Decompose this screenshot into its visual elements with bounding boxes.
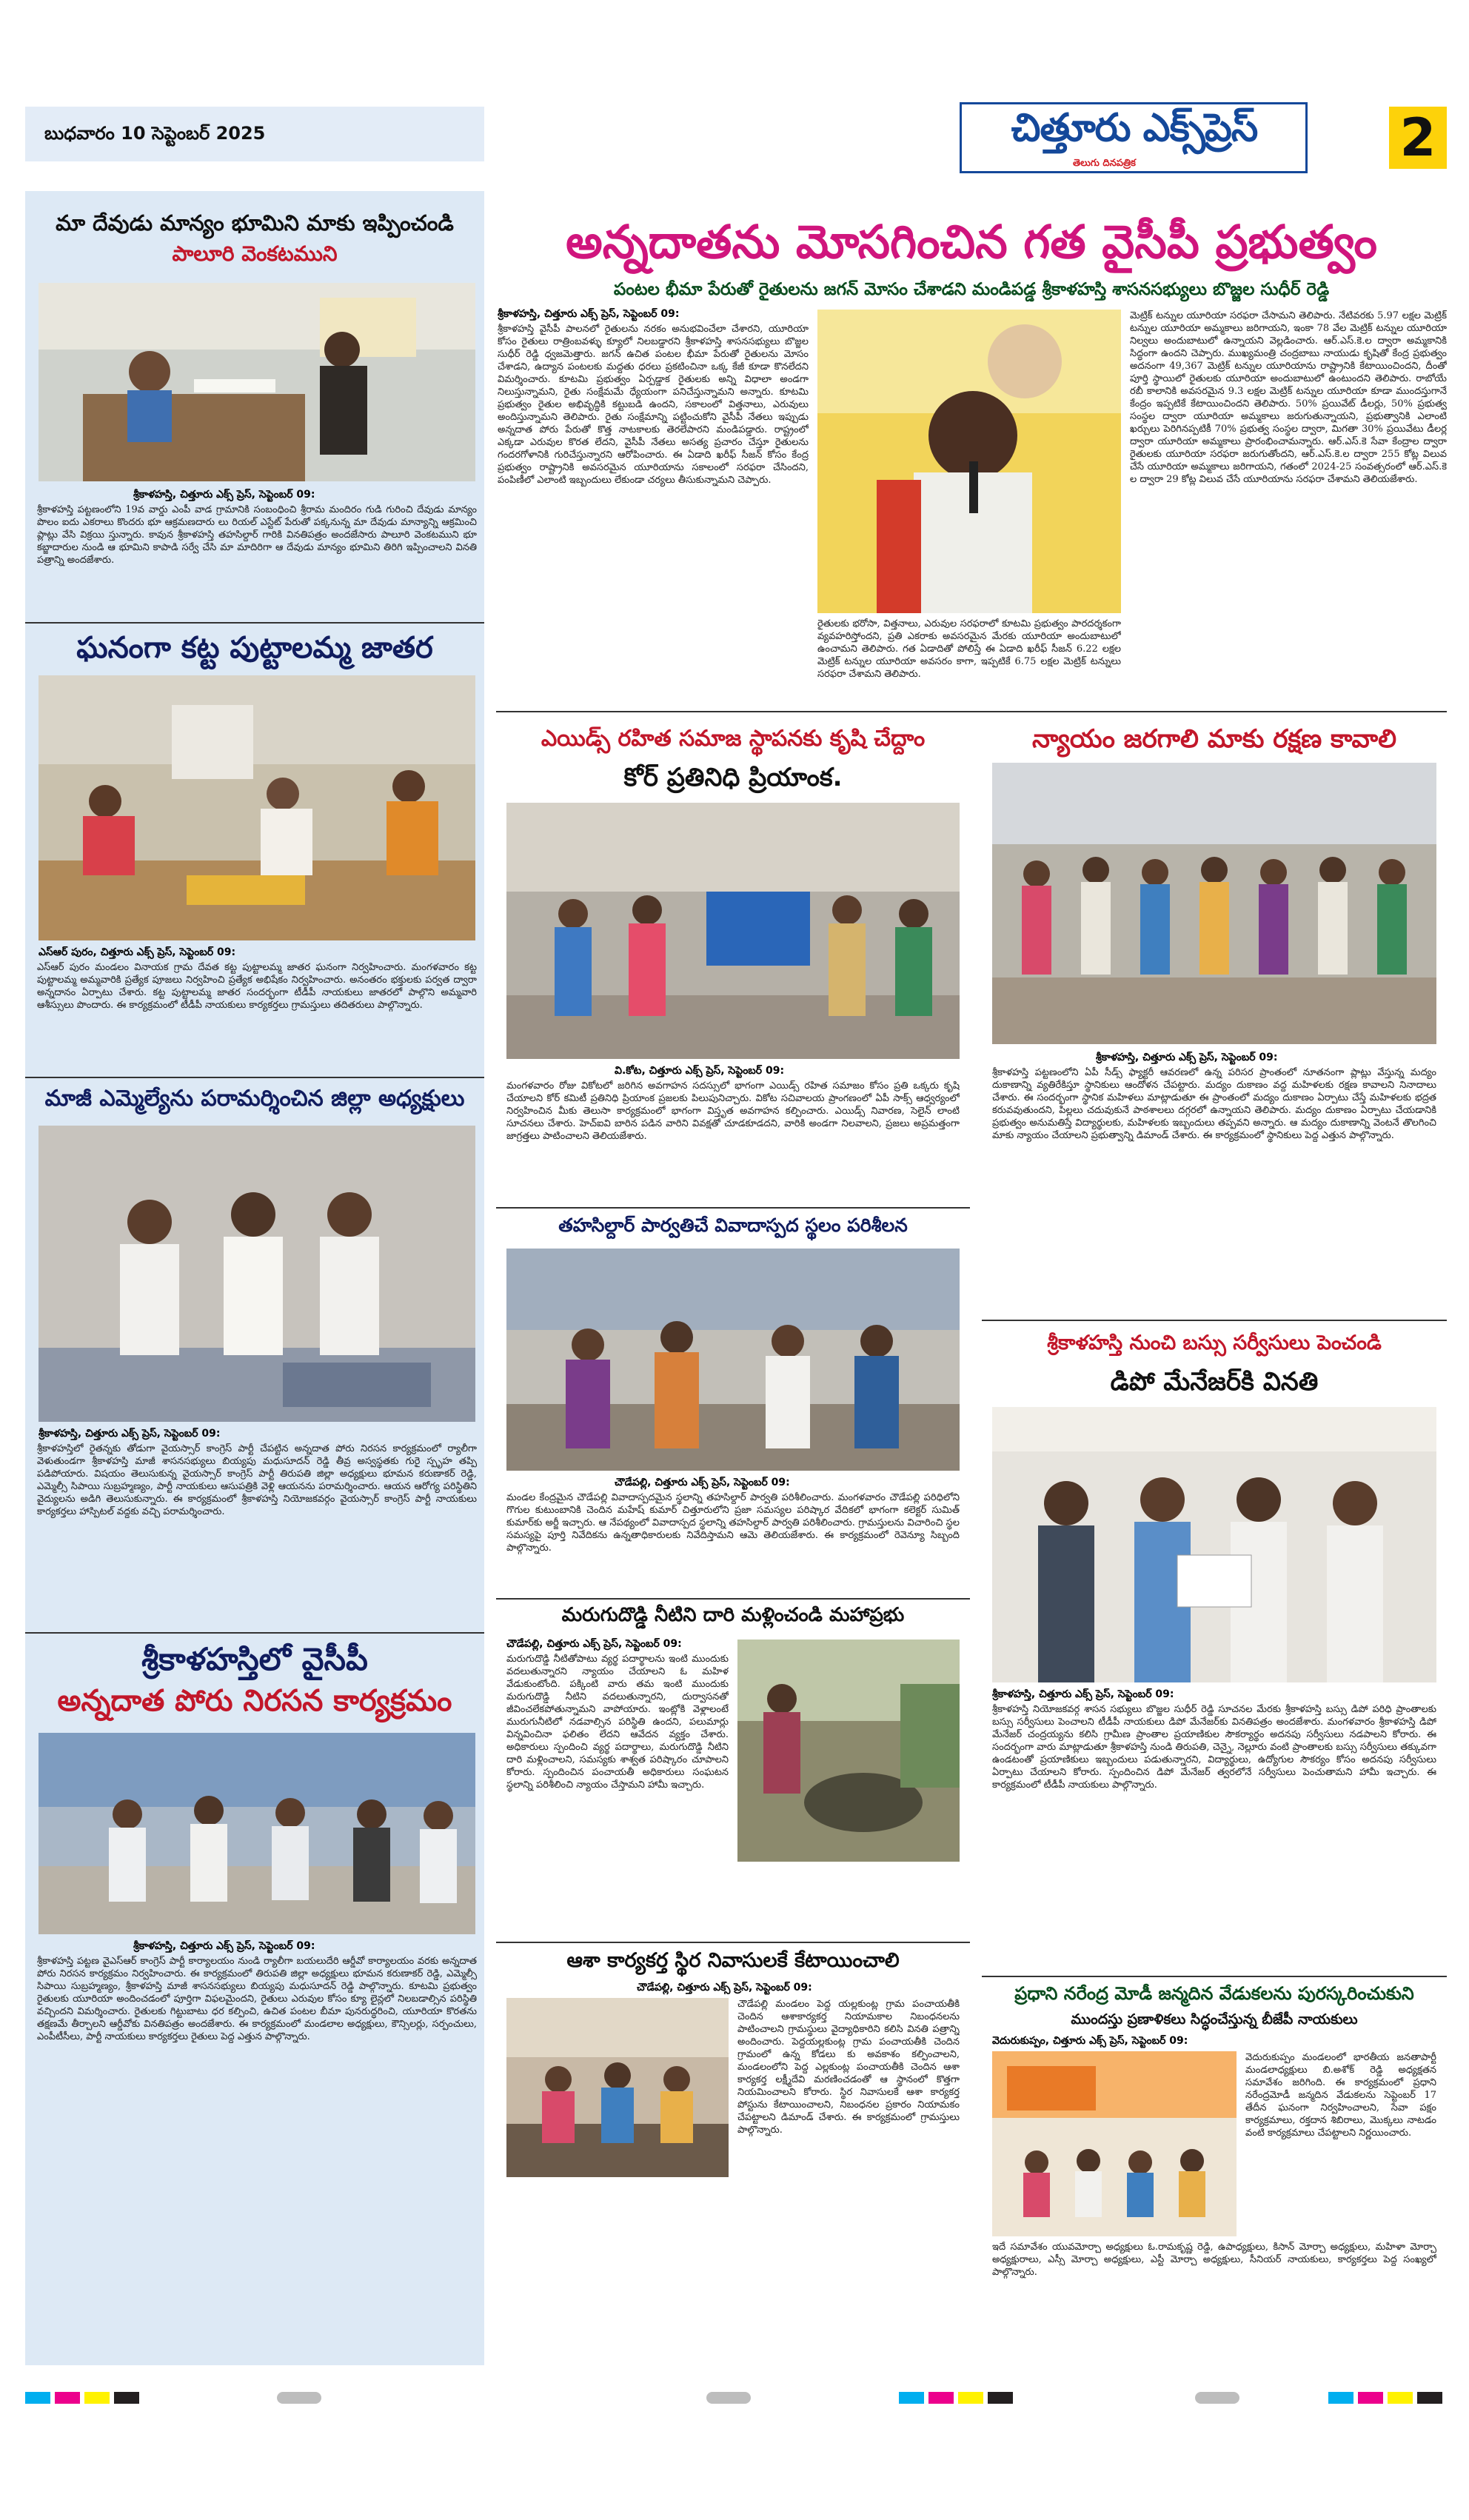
nyayam-dateline: శ్రీకాళహస్తి, చిత్తూరు ఎక్స్ ప్రెస్, సెప్టెంబర్ 09:: [1096, 1052, 1278, 1063]
s3-headline: మాజీ ఎమ్మెల్యేను పరామర్శించిన జిల్లా అధ్యక్షులు: [44, 1086, 465, 1112]
lead-dateline: శ్రీకాళహస్తి, చిత్తూరు ఎక్స్ ప్రెస్, సెప్టెంబర్ 09:: [498, 308, 680, 320]
lead-body-3: మెట్రిక్ టన్నుల యూరియా సరఫరా చేసామని తెలిపారు. నేటివరకు 5.97 లక్షల మెట్రిక్ టన్నుల యూరియా అమ్మకాలు జరిగాయని, ఇంకా 78 వేల మెట్రిక్ టన్నుల యూరియా నిల్వలు అందుబాటులో ఉన్నాయని వెల్లడించారు. ఆర్.ఎస్.కె.ల ద్వారా అమ్మకానికి సిద్ధంగా ఉందని చెప్పారు. ముఖ్యమంత్రి చంద్రబాబు నాయుడు కృషితో కేంద్ర ప్రభుత్వం అదనంగా 49,367 మెట్రిక్ టన్నుల యూరియాను రాష్ట్రానికి కేటాయించిందని, దీంతో పూర్తి స్థాయిలో రైతులకు యూరియా అందుబాటులో ఉంటుందని తెలిపారు. రాబోయే రబీ కాలానికి అవసరమైన 9.3 లక్షల మెట్రిక్ టన్నుల యూరియా కూడా ముందస్తుగానే కేంద్రం ఇప్పటికే కేటాయించిందని తెలిపారు. 50% ప్రయివేట్ డీలర్లు, 50% ప్రభుత్వ సంస్థల ద్వారా యూరియా అమ్మకాలు జరుగుతున్నాయని, ప్రభుత్వానికి ఎలాంటి ఖర్చులు పెరిగినప్పటికీ 70% ప్రభుత్వ సంస్థల ద్వారా, మిగతా 30% ప్రయివేటు డీలర్ల ద్వారా యూరియా అమ్మకాలు ప్రారంభించామన్నారు. ఆర్.ఎస్.కె సేవా కేంద్రాల ద్వారా రైతులకు యూరియా సరఫరా జరుగుతోందని, ఆర్.ఎస్.కె.ల ద్వారా 255 కోట్ల విలువ చేసే యూరియా అమ్మకాలు జరిగాయని, గతంలో 2024-25 సంవత్సరంలో ఆర్.ఎస్.కె ల ద్వారా 29 కోట్ల విలువ చేసే యూరియాను సరఫరా చేశామని తెలియజేశారు.: [1130, 310, 1447, 485]
tahsildar-body: మండల కేంద్రమైన చౌడేపల్లి వివాదాస్పదమైన స్థలాన్ని తహసిల్దార్ పార్వతి పరిశీలించారు. మంగళవారం చౌడేపల్లి పరిధిలోని గొగుల కుటుంబానికి చెందిన మహేష్ కుమార్ చిత్తూరులోని ప్రజా సమస్యల పరిష్కార వేదికలో భాగంగా కలెక్టర్ సుమిత్ కుమార్‌కు అర్జీ ఇచ్చారు. ఆ నేపథ్యంలో వివాదాస్పద స్థలాన్ని తహసిల్దార్ పార్వతి పరిశీలించారు. గ్రామస్తులను విచారించి స్థల సమస్యపై పూర్తి నివేదికను ఉన్నతాధికారులకు నివేదిస్తామని ఆమె తెలియజేశారు. ఈ కార్యక్రమంలో రెవెన్యూ సిబ్బంది పాల్గొన్నారు.: [506, 1492, 960, 1554]
divider: [496, 1942, 970, 1943]
tahsildar-photo: [506, 1249, 960, 1471]
color-swatch-magenta: [55, 2392, 80, 2404]
s1-dateline: శ్రీకాళహస్తి, చిత్తూరు ఎక్స్ ప్రెస్, సెప్టెంబర్ 09:: [133, 489, 315, 501]
s3-photo: [39, 1126, 475, 1422]
color-swatch-black: [1417, 2392, 1442, 2404]
aids-body: మంగళవారం రోజు వికోటలో జరిగిన అవగాహన సదస్సులో భాగంగా ఎయిడ్స్ రహిత సమాజం కోసం ప్రతి ఒక్కరు కృషి చేయాలని కోర్ కమిటీ ప్రతినిధి ప్రియాంక ప్రజలకు పిలుపునిచ్చారు. వికోట సచివాలయ ప్రాంగణంలో ఏపీ సాక్స్ ఆధ్వర్యంలో నిర్వహించిన మీకు తెలుసా కార్యక్రమంలో భాగంగా విస్తృత అవగాహన కల్పించారు. ఎయిడ్స్ నివారణ, సెలైన్ లాంటి సూచనలు చేశారు. హెచ్ఐవి బారిన పడిన వారిని వివక్షతో చూడకూడదని, వారికి అండగా నిలవాలని, ప్రజలు అప్రమత్తంగా జాగ్రత్తలు పాటించాలని తెలియజేశారు.: [506, 1080, 960, 1142]
color-swatch-cyan: [1328, 2392, 1353, 2404]
nyayam-photo: [992, 763, 1436, 1044]
temple-headline: మరుగుదొడ్డి నీటిని దారి మళ్లించండి మహాప్రభు: [561, 1604, 905, 1626]
bus-body: శ్రీకాళహస్తి నియోజకవర్గ శాసన సభ్యులు బొజ్జల సుధీర్ రెడ్డి సూచనల మేరకు శ్రీకాళహస్తి బస్సు డిపో పరిధి ప్రాంతాలకు బస్సు సర్వీసులు పెంచాలని టీడీపీ నాయకులు డిపో మేనేజర్‌కు వినతిపత్రం అందజేశారు. మంగళవారం శ్రీకాళహస్తి డిపో మేనేజర్ చంద్రయ్యను కలిసి గ్రామీణ ప్రాంతాల ప్రయాణికుల సౌకర్యార్థం అదనపు సర్వీసులు నడపాలని కోరారు. ఈ సందర్భంగా వారు మాట్లాడుతూ శ్రీకాళహస్తి నుండి తిరుపతి, చెన్నై, నెల్లూరు వంటి ప్రాంతాలకు బస్సు సర్వీసులు తక్కువగా ఉండటంతో ప్రయాణికులు ఇబ్బందులు పడుతున్నారని, విద్యార్థులు, ఉద్యోగుల సౌకర్యం కోసం అదనపు సర్వీసులు ఏర్పాటు చేయాలని కోరారు. స్పందించిన డిపో మేనేజర్ త్వరలోనే సర్వీసులు పెంచుతామని హామీ ఇచ్చారు. ఈ కార్యక్రమంలో టీడీపీ నాయకులు పాల్గొన్నారు.: [992, 1704, 1436, 1791]
s3-body: శ్రీకాళహస్తిలో రైతన్నకు తోడుగా వైయస్సార్ కాంగ్రెస్ పార్టీ చేపట్టిన అన్నదాత పోరు నిరసన కార్యక్రమంలో ర్యాలీగా వెళుతుండగా శ్రీకాళహస్తి మాజీ శాసనసభ్యులు బియ్యపు మధుసూదన్ రెడ్డి తీవ్ర అస్వస్థతకు గురై స్పృహ తప్పి పడిపోయారు. విషయం తెలుసుకున్న వైయస్సార్ కాంగ్రెస్ పార్టీ తిరుపతి జిల్లా అధ్యక్షులు భూమన కరుణాకర్ రెడ్డి, ఎమ్మెల్సీ సిపాయి సుబ్రహ్మణ్యం, పార్టీ నాయకులు ఆసుపత్రికి వెళ్లి ఆయనను పరామర్శించారు. ఆయన ఆరోగ్య పరిస్థితిని వైద్యులను అడిగి తెలుసుకున్నారు. ఈ కార్యక్రమంలో శ్రీకాళహస్తి నియోజకవర్గం వైయస్సార్ కాంగ్రెస్ పార్టీ నాయకులు కార్యకర్తలు హాస్పిటల్ వద్దకు వచ్చి పరామర్శించారు.: [37, 1443, 477, 1517]
gray-mark: [277, 2392, 321, 2404]
tahsildar-dateline: చౌడేపల్లి, చిత్తూరు ఎక్స్ ప్రెస్, సెప్టెంబర్ 09:: [615, 1477, 790, 1488]
color-swatch-black: [988, 2392, 1013, 2404]
lead-body-1: శ్రీకాళహస్తి వైసీపీ పాలనలో రైతులను నరకం అనుభవించేలా చేశారని, యూరియా కోసం రైతులు రాత్రింబవళ్ళు క్యూలో నిలబడ్డారని శ్రీకాళహస్తి శాసనసభ్యులు బొజ్జల సుధీర్ రెడ్డి ధ్వజమెత్తారు. జగన్ ఉచిత పంటల భీమా పేరుతో రైతులను మోసం చేశాడని, ఉద్యాన పంటలకు మద్దతు ధరలు ప్రకటించినా ఒక్క కేజీ కూడా కొనలేదని విమర్శించారు. కూటమి ప్రభుత్వం ఏర్పడ్డాక రైతులకు అన్ని విధాలా అండగా నిలుస్తున్నామని, రైతు సంక్షేమమే ధ్యేయంగా పనిచేస్తున్నామని అన్నారు. కూటమి ప్రభుత్వం రైతుల అభివృద్ధికి కట్టుబడి ఉందని, సకాలంలో విత్తనాలు, ఎరువులు అందిస్తున్నామని తెలిపారు. రైతు సంక్షేమాన్ని పట్టించుకోని వైసీపీ నేతలు ఇప్పుడు అన్నదాత పోరు పేరుతో కొత్త నాటకాలకు తెరలేపారని మండిపడ్డారు. రాష్ట్రంలో ఎక్కడా ఎరువుల కొరత లేదని, వైసీపీ నేతలు అసత్య ప్రచారం చేస్తూ రైతులను గందరగోళానికి గురిచేస్తున్నారని ఆరోపించారు. ఈ ఏడాది ఖరీఫ్ సీజన్ కోసం కేంద్ర ప్రభుత్వం రాష్ట్రానికి అవసరమైన యూరియాను సకాలంలో సరఫరా చేసిందని, పంపిణీలో ఎలాంటి ఇబ్బందులు లేకుండా చర్యలు తీసుకున్నామని చెప్పారు.: [498, 324, 809, 486]
bus-dateline: శ్రీకాళహస్తి, చిత్తూరు ఎక్స్ ప్రెస్, సెప్టెంబర్ 09:: [992, 1688, 1174, 1700]
nyayam-headline: న్యాయం జరగాలి మాకు రక్షణ కావాలి: [1031, 724, 1397, 754]
color-swatch-yellow: [84, 2392, 110, 2404]
s1-photo: [39, 283, 475, 481]
s4-headline-2: అన్నదాత పోరు నిరసన కార్యక్రమం: [57, 1684, 452, 1718]
asha-photo: [506, 1998, 729, 2177]
color-swatch-cyan: [25, 2392, 50, 2404]
asha-body: చౌడేపల్లి మండలం పెద్ద యల్లకుంట్ల గ్రామ పంచాయతీకి చెందిన ఆశాకార్యకర్త నియామకాల నిబంధనలను పాటించాలని గ్రామస్థులు వైద్యాధికారిని కలిసి వినతి పత్రాన్ని అందించారు. పెద్దయల్లకుంట్ల గ్రామ పంచాయతీకి చెందిన గ్రామంలో ఉన్న కోడలు కు అవకాశం కల్పించాలని, మండలంలోని పెద్ద ఎల్లకుంట్ల పంచాయతీకి చెందిన ఆశా కార్యకర్త లక్ష్మీదేవి మరణించడంతో ఆ స్థానంలో కొత్తగా నియమించాలని కోరారు. స్థిర నివాసులకే ఆశా కార్యకర్త పోస్టును కేటాయించాలని, నిబంధనల ప్రకారం నియామకం చేపట్టాలని డిమాండ్ చేశారు. ఈ కార్యక్రమంలో గ్రామస్తులు పాల్గొన్నారు.: [737, 1999, 960, 2136]
nyayam-body: శ్రీకాళహస్తి పట్టణంలోని ఏపీ సీడ్స్ ఫ్యాక్టరీ ఆవరణలో ఉన్న పరిసర ప్రాంతంలో నూతనంగా ప్లాట్లు వేస్తున్న మద్యం దుకాణాన్ని వ్యతిరేకిస్తూ స్థానికులు ఆందోళన చేపట్టారు. మద్యం దుకాణం వద్ద మహిళలకు రక్షణ కావాలని నినాదాలు చేశారు. ఈ సందర్భంగా స్థానిక మహిళలు మాట్లాడుతూ ఈ ప్రాంతంలో మద్యం దుకాణం ఏర్పాటు చేస్తే మహిళలకు భద్రత కరువవుతుందని, పిల్లలు చదువుకునే పాఠశాలలు దగ్గరలో ఉన్నాయని తెలిపారు. మద్యం దుకాణం ఏర్పాటు చేయడానికి ప్రభుత్వం అనుమతిస్తే విద్యార్థులకు, మహిళలకు ఇబ్బందులు తప్పవని అన్నారు. ఆ మద్యం దుకాణాన్ని వెంటనే తొలగించి మాకు న్యాయం చేయాలని ప్రభుత్వాన్ని డిమాండ్ చేశారు. ఈ కార్యక్రమంలో స్థానికులు పెద్ద ఎత్తున పాల్గొన్నారు.: [992, 1067, 1436, 1141]
temple-body-top: మరుగుదొడ్డి నీటితోపాటు వ్యర్థ పదార్థాలను ఇంటి ముందుకు వదలుతున్నారని న్యాయం చేయాలని ఓ మహిళ వేడుకుంటోంది. పక్కింటి వారు తమ ఇంటి ముందుకు మరుగుదొడ్డి నీటిని వదలుతున్నారని, దుర్వాసనతో జీవించలేకపోతున్నామని వాపోయారు. ఇంట్లోకి వెళ్లాలంటే మురుగునీటిలో నడవాల్సిన పరిస్థితి ఉందని, పలుమార్లు విన్నవించినా ఫలితం లేదని ఆవేదన వ్యక్తం చేశారు. అధికారులు స్పందించి వ్యర్థ పదార్థాలు, మరుగుదొడ్డి నీటిని దారి మళ్లించాలని, సమస్యకు శాశ్వత పరిష్కారం చూపాలని కోరారు. స్పందించిన పంచాయతీ అధికారులు సంఘటన స్థలాన్ని పరిశీలించి న్యాయం చేస్తామని హామీ ఇచ్చారు.: [506, 1654, 729, 1791]
s2-body: ఎస్ఆర్ పురం మండలం వినాయక గ్రామ దేవత కట్ట పుట్టాలమ్మ జాతర ఘనంగా నిర్వహించారు. మంగళవారం కట్ట పుట్టాలమ్మ అమ్మవారికి ప్రత్యేక పూజలు నిర్వహించి ప్రత్యేక అభిషేకం నిర్వహించారు. అనంతరం భక్తులకు పర్వత ద్వారా అన్నదానం ఏర్పాటు చేశారు. కట్ట పుట్టాలమ్మ జాతర సందర్భంగా టీడీపీ నాయకులు జాతరలో పాల్గొని అమ్మవారి ఆశీస్సులు పొందారు. ఈ కార్యక్రమంలో టీడీపీ నాయకులు కార్యకర్తలు గ్రామస్తులు తదితరులు పాల్గొన్నారు.: [37, 962, 477, 1011]
lead-photo: [817, 310, 1121, 613]
bus-photo: [992, 1407, 1436, 1682]
temple-dateline: చౌడేపల్లి, చిత్తూరు ఎక్స్ ప్రెస్, సెప్టెంబర్ 09:: [506, 1638, 682, 1650]
asha-dateline: చౌడేపల్లి, చిత్తూరు ఎక్స్ ప్రెస్, సెప్టెంబర్ 09:: [637, 1982, 812, 1993]
divider: [496, 1598, 970, 1600]
s1-headline: మా దేవుడు మాన్యం భూమిని మాకు ఇప్పించండి: [56, 210, 454, 235]
s2-photo: [39, 675, 475, 940]
modi-body-2: ఇదే సమావేశం యువమోర్చా అధ్యక్షులు ఓ.రామకృష్ణ రెడ్డి, ఉపాధ్యక్షులు, కిసాన్ మోర్చా అధ్యక్షులు, మహిళా మోర్చా అధ్యక్షురాలు, ఎస్సీ మోర్చా అధ్యక్షులు, ఎస్టీ మోర్చా అధ్యక్షులు, సీనియర్ నాయకులు, కార్యకర్తలు పెద్ద సంఖ్యలో పాల్గొన్నారు.: [992, 2242, 1436, 2278]
lead-headline: అన్నదాతను మోసగించిన గత వైసీపీ ప్రభుత్వం: [566, 215, 1377, 269]
aids-subhead: కోర్ ప్రతినిధి ప్రియాంక.: [623, 763, 843, 792]
modi-body-1: వెదురుకుప్పం మండలంలో భారతీయ జనతాపార్టీ మండలాధ్యక్షులు బి.అశోక్ రెడ్డి అధ్యక్షతన సమావేశం జరిగింది. ఈ కార్యక్రమంలో ప్రధాని నరేంద్రమోడీ జన్మదిన వేడుకలను సెప్టెంబర్ 17 తేదీన ఘనంగా నిర్వహించాలని, సేవా పక్షం కార్యక్రమాలు, రక్తదాన శిబిరాలు, మొక్కలు నాటడం వంటి కార్యక్రమాలు చేపట్టాలని నిర్ణయించారు.: [1245, 2052, 1436, 2139]
divider: [496, 711, 1447, 712]
aids-headline: ఎయిడ్స్ రహిత సమాజ స్థాపనకు కృషి చేద్దాం: [541, 726, 926, 752]
footer-marks: [25, 2389, 1447, 2407]
header-bar: [25, 102, 1447, 176]
asha-headline: ఆశా కార్యకర్త స్థిర నివాసులకే కేటాయించాలి: [566, 1949, 900, 1972]
s1-body: శ్రీకాళహస్తి పట్టణంలోని 19వ వార్డు ఎంపీ వాడ గ్రామానికి సంబంధించి శ్రీరామ మందిరం గుడి గురించి దేవుడు మాన్యం పొలం ఐదు ఎకరాలు కొందరు భూ ఆక్రమణదారు లు రియల్ ఎస్టేట్ పేరుతో పక్కనున్న మా దేవుడు మాన్యాన్ని ఆక్రమించి ప్లాట్లు వేసి విక్రయి స్తున్నారు. కావున శ్రీకాళహస్తి తహసిల్దార్ గారికి వినతిపత్రం అందజేసారు పాలూరి వెంకటముని భూ కబ్జాదారుల నుండి ఆ భూమిని కాపాడి సర్వే చేసి మా మాదిరిగా ఆ దేవుడు మాన్యం భూమిని తిరిగి ఇప్పించాలని వినతి పత్రాన్ని అందజేశారు.: [37, 504, 477, 566]
color-swatch-magenta: [1358, 2392, 1383, 2404]
lead-subhead: పంటల భీమా పేరుతో రైతులను జగన్ మోసం చేశాడని మండిపడ్డ శ్రీకాళహస్తి శాసనసభ్యులు బొజ్జల సుధీర్ రెడ్డి: [613, 280, 1330, 299]
aids-dateline: వి.కోట, చిత్తూరు ఎక్స్ ప్రెస్, సెప్టెంబర్ 09:: [615, 1065, 785, 1077]
s4-dateline: శ్రీకాళహస్తి, చిత్తూరు ఎక్స్ ప్రెస్, సెప్టెంబర్ 09:: [133, 1940, 315, 1952]
s4-body: శ్రీకాళహస్తి పట్టణ వైఎస్ఆర్ కాంగ్రెస్ పార్టీ కార్యాలయం నుండి ర్యాలీగా బయలుదేరి ఆర్డీవో కార్యాలయం వరకు అన్నదాత పోరు నిరసన కార్యక్రమం నిర్వహించారు. ఈ కార్యక్రమంలో తిరుపతి జిల్లా అధ్యక్షులు భూమన కరుణాకర్ రెడ్డి, ఎమ్మెల్సీ సిపాయి సుబ్రహ్మణ్యం, శ్రీకాళహస్తి మాజీ శాసనసభ్యులు బియ్యపు మధుసూదన్ రెడ్డి పాల్గొన్నారు. కూటమి ప్రభుత్వం రైతులకు యూరియా అందించడంలో పూర్తిగా విఫలమైందని, రైతులు ఎరువుల కోసం క్యూ లైన్లలో నిలబడాల్సిన పరిస్థితి వచ్చిందని విమర్శించారు. రైతులకు గిట్టుబాటు ధర కల్పించి, ఉచిత పంటల బీమా పునరుద్ధరించి, యూరియా కొరతను తక్షణమే తీర్చాలని ఆర్డీవోకు వినతిపత్రం అందజేశారు. ఈ కార్యక్రమంలో మండలాల అధ్యక్షులు, కౌన్సిలర్లు, సర్పంచులు, ఎంపీటీసీలు, పార్టీ నాయకులు కార్యకర్తలు రైతులు పెద్ద ఎత్తున పాల్గొన్నారు.: [37, 1956, 477, 2042]
page-number: 2: [1399, 107, 1436, 168]
bus-headline-1: శ్రీకాళహస్తి నుంచి బస్సు సర్వీసులు పెంచండి: [1047, 1331, 1382, 1354]
color-swatch-yellow: [958, 2392, 983, 2404]
color-swatch-yellow: [1388, 2392, 1413, 2404]
modi-headline: ప్రధాని నరేంద్ర మోడీ జన్మదిన వేడుకలను పురస్కరించుకుని: [1014, 1983, 1414, 2004]
temple-photo: [737, 1640, 960, 1862]
s2-dateline: ఎస్ఆర్ పురం, చిత్తూరు ఎక్స్ ప్రెస్, సెప్టెంబర్ 09:: [39, 946, 236, 958]
s4-photo: [39, 1733, 475, 1934]
bus-headline-2: డిపో మేనేజర్‌కి వినతి: [1110, 1367, 1319, 1397]
s3-dateline: శ్రీకాళహస్తి, చిత్తూరు ఎక్స్ ప్రెస్, సెప్టెంబర్ 09:: [39, 1428, 221, 1440]
modi-photo: [992, 2051, 1237, 2236]
modi-dateline: వెదురుకుప్పం, చిత్తూరు ఎక్స్ ప్రెస్, సెప్టెంబర్ 09:: [992, 2035, 1188, 2047]
s1-subhead: పాలూరి వెంకటముని: [172, 241, 338, 266]
aids-photo: [506, 803, 960, 1059]
divider: [982, 1976, 1447, 1977]
divider: [25, 622, 484, 624]
issue-date: బుధవారం 10 సెప్టెంబర్ 2025: [44, 123, 266, 144]
divider: [25, 1077, 484, 1078]
masthead-subtitle: తెలుగు దినపత్రిక: [1073, 158, 1136, 169]
s4-headline-1: శ్రీకాళహస్తిలో వైసీపీ: [141, 1641, 368, 1677]
lead-body-2: రైతులకు భరోసా, విత్తనాలు, ఎరువుల సరఫరాలో కూటమి ప్రభుత్వం పారదర్శకంగా వ్యవహరిస్తోందని, ప్రతి ఎకరాకు అవసరమైన మేరకు యూరియా అందుబాటులో ఉంచామని తెలిపారు. గత ఏడాదితో పోలిస్తే ఈ ఏడాది ఖరీఫ్ సీజన్ 6.22 లక్షల మెట్రిక్ టన్నుల యూరియా అవసరం కాగా, ఇప్పటికే 6.75 లక్షల మెట్రిక్ టన్నులు సరఫరా చేశామని తెలిపారు.: [817, 618, 1121, 680]
tahsildar-headline: తహసిల్దార్ పార్వతిచే వివాదాస్పద స్థలం పరిశీలన: [558, 1214, 908, 1236]
divider: [496, 1207, 970, 1209]
temple-body-bottom: [506, 1865, 960, 1936]
color-swatch-black: [114, 2392, 139, 2404]
divider: [982, 1320, 1447, 1321]
modi-subhead: ముందస్తు ప్రణాళికలు సిద్ధంచేస్తున్న బీజేపీ నాయకులు: [1071, 2011, 1358, 2028]
page-number-box: [1389, 107, 1447, 169]
date-box: [25, 107, 484, 161]
gray-mark: [706, 2392, 751, 2404]
divider: [25, 1632, 484, 1634]
masthead-title: చిత్తూరు ఎక్స్‌ప్రెస్: [1011, 106, 1258, 150]
color-swatch-magenta: [928, 2392, 954, 2404]
masthead-logo: [960, 102, 1308, 173]
color-swatch-cyan: [899, 2392, 924, 2404]
gray-mark: [1195, 2392, 1239, 2404]
s2-headline: ఘనంగా కట్ట పుట్టాలమ్మ జాతర: [76, 631, 433, 665]
